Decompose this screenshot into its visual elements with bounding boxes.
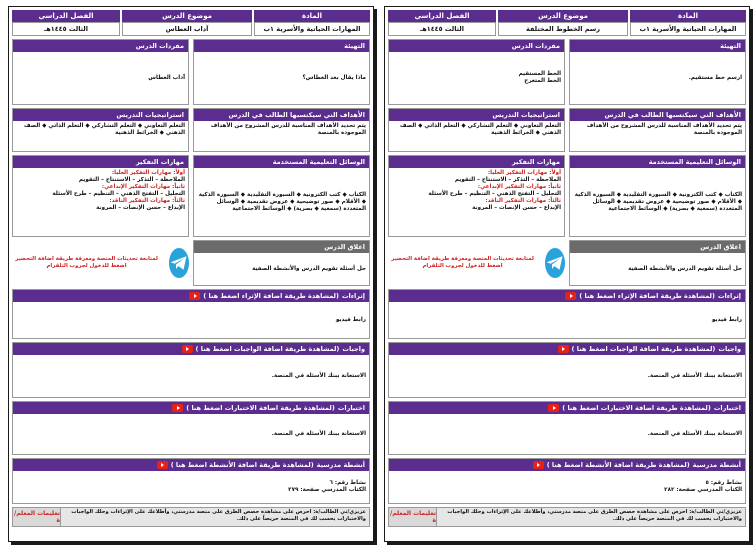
- activity-page: الكتاب المدرسي صفحة: ٢٨٢: [664, 487, 742, 493]
- activities-link[interactable]: (لمشاهدة طريقة اضافة الأنشطة اضغط هنا ): [170, 461, 314, 469]
- topic-label: موضوع الدرس: [122, 10, 252, 22]
- strategies-text: التعلم التعاوني ◆ التعلم التشاركي ◆ التعلم الذاتي ◆ الصف الذهني ◆ الخرائط الذهنية: [400, 123, 561, 136]
- topic-value: آداب العطاس: [122, 22, 252, 36]
- subject-value: المهارات الحياتية والأسرية ١ب: [254, 22, 370, 36]
- activity-number: نشاط رقم: ٥: [705, 480, 742, 486]
- tools-heading: الوسائل التعليمية المستخدمة: [570, 156, 745, 168]
- strategies-text: التعلم التعاوني ◆ التعلم التشاركي ◆ التعلم الذاتي ◆ الصف الذهني ◆ الخرائط الذهنية: [24, 123, 185, 136]
- preface-text: ارسم خط مستقيم.: [688, 74, 742, 81]
- tools-row: [388, 155, 746, 237]
- tools-box: [193, 155, 370, 237]
- term-label: الفصل الدراسي: [12, 10, 120, 22]
- term-cell: [12, 10, 120, 36]
- enrichment-text: رابط فيديو: [712, 316, 742, 323]
- tools-box: [569, 155, 746, 237]
- vocab-box: [12, 39, 189, 105]
- instructions-row: [12, 507, 370, 527]
- youtube-icon[interactable]: [189, 292, 200, 300]
- homework-section: [388, 342, 746, 398]
- enrichment-link[interactable]: (لمشاهدة طريقة اضافة الإثراء اضغط هنا ): [203, 292, 339, 300]
- objectives-text: يتم تحديد الأهداف المناسبة للدرس المشروح من الأهداف الموجودة بالمنصة: [210, 123, 366, 136]
- term-label: الفصل الدراسي: [388, 10, 496, 22]
- preface-box: [193, 39, 370, 105]
- tests-title: اختبارات: [713, 404, 741, 412]
- enrichment-title: إثراءات: [341, 292, 365, 300]
- objectives-text: يتم تحديد الأهداف المناسبة للدرس المشروح من الأهداف الموجودة بالمنصة: [586, 123, 742, 136]
- tools-heading: الوسائل التعليمية المستخدمة: [194, 156, 369, 168]
- tools-text: الكتاب ◆ كتب الكترونية ◆ السبورة التقليدية ◆ السبورة الذكية ◆ الأقلام ◆ صور توضيحية ◆ عروض تقديمية ◆ الوسائل المتعددة (سمعية ◆ بصرية) ◆ الوسائط الاجتماعية: [574, 191, 742, 212]
- telegram-promo-text: لمتابعة تحديثات المنصة ومعرفة طريقة اضافة التحضير اضغط للدخول لجروب التلقرام: [15, 256, 158, 269]
- objectives-box: [569, 108, 746, 152]
- activities-text: [389, 471, 745, 503]
- closure-row: [12, 240, 370, 286]
- thinking-list: [13, 168, 188, 214]
- subject-value: المهارات الحياتية والأسرية ١ب: [630, 22, 746, 36]
- homework-title: واجبات: [718, 345, 741, 353]
- vocab-item: الخط المتعرج: [524, 78, 561, 84]
- closure-box: [193, 240, 370, 286]
- objectives-row: [388, 108, 746, 152]
- homework-heading: [389, 343, 745, 355]
- youtube-icon[interactable]: [157, 461, 168, 469]
- activities-title: أنشطة مدرسية: [316, 461, 365, 469]
- strategies-box: [388, 108, 565, 152]
- homework-title: واجبات: [342, 345, 365, 353]
- homework-link[interactable]: (لمشاهدة طريقة اضافة الواجبات اضغط هنا ): [571, 345, 716, 353]
- preface-text: ماذا يقال بعد العطاس؟: [302, 74, 366, 81]
- telegram-promo[interactable]: [388, 240, 565, 286]
- tests-title: اختبارات: [337, 404, 365, 412]
- subject-label: المادة: [254, 10, 370, 22]
- lesson-page-2: [8, 6, 374, 542]
- tests-heading: [389, 402, 745, 414]
- tests-section: [388, 401, 746, 455]
- activities-section: [388, 458, 746, 504]
- enrichment-heading: [389, 290, 745, 302]
- enrichment-title: إثراءات: [717, 292, 741, 300]
- term-cell: [388, 10, 496, 36]
- thinking-heading-3: ثالثاً: مهارات التفكير الناقد:: [109, 198, 185, 204]
- strategies-heading: استراتيجيات التدريس: [13, 109, 188, 121]
- activity-page: الكتاب المدرسي صفحة: ٢٧٩: [288, 487, 366, 493]
- youtube-icon[interactable]: [558, 345, 569, 353]
- thinking-text-2: التحليل – التفتح الذهني – التنظيم – طرح الأسئلة: [52, 191, 185, 197]
- instructions-row: [388, 507, 746, 527]
- telegram-icon[interactable]: [169, 248, 189, 278]
- homework-section: [12, 342, 370, 398]
- youtube-icon[interactable]: [548, 404, 559, 412]
- enrichment-section: [388, 289, 746, 339]
- topic-value: رسم الخطوط المختلفة: [498, 22, 628, 36]
- tests-heading: [13, 402, 369, 414]
- vocab-list: [389, 52, 564, 104]
- homework-link[interactable]: (لمشاهدة طريقة اضافة الواجبات اضغط هنا ): [195, 345, 340, 353]
- vocab-heading: مفردات الدرس: [389, 40, 564, 52]
- lesson-page-1: [384, 6, 750, 542]
- closure-box: [569, 240, 746, 286]
- term-value: الثالث ١٤٤٥هـ: [388, 22, 496, 36]
- preface-heading: التهيئة: [194, 40, 369, 52]
- term-value: الثالث ١٤٤٥هـ: [12, 22, 120, 36]
- telegram-icon[interactable]: [545, 248, 565, 278]
- instructions-label: تعليمات المعلم/ة: [14, 510, 60, 524]
- homework-text: الاستعانة ببنك الأسئلة في المنصة.: [647, 372, 742, 379]
- tests-section: [12, 401, 370, 455]
- subject-label: المادة: [630, 10, 746, 22]
- vocab-item: آداب العطاس: [148, 74, 185, 81]
- instructions-text: عزيزي/تي الطالب/ة: احرص على مشاهدة حصص الطرق على منصة مدرستي، وأطلاعك على الإثراءات وحلك الواجبات والاختبارات يحسب لك في المنصة حريصاً على ذلك.: [61, 508, 369, 526]
- preface-box: [569, 39, 746, 105]
- thinking-heading: مهارات التفكير: [13, 156, 188, 168]
- tools-row: [12, 155, 370, 237]
- tests-text: الاستعانة ببنك الأسئلة في المنصة.: [271, 430, 366, 437]
- activities-link[interactable]: (لمشاهدة طريقة اضافة الأنشطة اضغط هنا ): [546, 461, 690, 469]
- thinking-text-1: الملاحظة – التذكر – الاستنتاج – التقويم: [78, 177, 185, 183]
- topic-cell: [498, 10, 628, 36]
- enrichment-heading: [13, 290, 369, 302]
- activities-heading: [389, 459, 745, 471]
- lesson-header: [388, 10, 746, 36]
- vocab-heading: مفردات الدرس: [13, 40, 188, 52]
- youtube-icon[interactable]: [533, 461, 544, 469]
- objectives-heading: الأهداف التي سيكتسبها الطالب في الدرس: [570, 109, 745, 121]
- objectives-row: [12, 108, 370, 152]
- thinking-list: [389, 168, 564, 214]
- activities-heading: [13, 459, 369, 471]
- objectives-box: [193, 108, 370, 152]
- thinking-heading-1: أولاً: مهارات التفكير العليا:: [111, 170, 185, 176]
- strategies-heading: استراتيجيات التدريس: [389, 109, 564, 121]
- instructions-label: تعليمات المعلم/ة: [390, 510, 436, 524]
- thinking-text-1: الملاحظة – التذكر – الاستنتاج – التقويم: [454, 177, 561, 183]
- tests-link[interactable]: (لمشاهدة طريقة اضافة الاختبارات اضغط هنا ): [186, 404, 335, 412]
- thinking-box: [388, 155, 565, 237]
- telegram-promo[interactable]: [12, 240, 189, 286]
- activities-text: [13, 471, 369, 503]
- preface-row: [12, 39, 370, 105]
- subject-cell: [254, 10, 370, 36]
- closure-row: [388, 240, 746, 286]
- thinking-text-2: التحليل – التفتح الذهني – التنظيم – طرح الأسئلة: [428, 191, 561, 197]
- closure-heading: اغلاق الدرس: [194, 241, 369, 253]
- preface-row: [388, 39, 746, 105]
- topic-label: موضوع الدرس: [498, 10, 628, 22]
- homework-heading: [13, 343, 369, 355]
- youtube-icon[interactable]: [565, 292, 576, 300]
- enrichment-section: [12, 289, 370, 339]
- subject-cell: [630, 10, 746, 36]
- tests-link[interactable]: (لمشاهدة طريقة اضافة الاختبارات اضغط هنا ): [562, 404, 711, 412]
- thinking-box: [12, 155, 189, 237]
- vocab-item: الخط المستقيم: [518, 71, 561, 77]
- thinking-heading-3: ثالثاً: مهارات التفكير الناقد:: [485, 198, 561, 204]
- vocab-box: [388, 39, 565, 105]
- activity-number: نشاط رقم: ٦: [329, 480, 366, 486]
- closure-heading: اغلاق الدرس: [570, 241, 745, 253]
- thinking-heading: مهارات التفكير: [389, 156, 564, 168]
- enrichment-link[interactable]: (لمشاهدة طريقة اضافة الإثراء اضغط هنا ): [579, 292, 715, 300]
- closure-text: حل أسئلة تقويم الدرس والأنشطة الصفية: [628, 265, 742, 272]
- activities-title: أنشطة مدرسية: [692, 461, 741, 469]
- tools-text: الكتاب ◆ كتب الكترونية ◆ السبورة التقليدية ◆ السبورة الذكية ◆ الأقلام ◆ صور توضيحية ◆ عروض تقديمية ◆ الوسائل المتعددة (سمعية ◆ بصرية) ◆ الوسائط الاجتماعية: [198, 191, 366, 212]
- telegram-promo-text: لمتابعة تحديثات المنصة ومعرفة طريقة اضافة التحضير اضغط للدخول لجروب التلقرام: [391, 256, 534, 269]
- preface-heading: التهيئة: [570, 40, 745, 52]
- closure-text: حل أسئلة تقويم الدرس والأنشطة الصفية: [252, 265, 366, 272]
- thinking-heading-2: ثانياً: مهارات التفكير الإبداعي:: [101, 184, 185, 190]
- youtube-icon[interactable]: [182, 345, 193, 353]
- enrichment-text: رابط فيديو: [336, 316, 366, 323]
- thinking-heading-2: ثانياً: مهارات التفكير الإبداعي:: [477, 184, 561, 190]
- tests-text: الاستعانة ببنك الأسئلة في المنصة.: [647, 430, 742, 437]
- lesson-header: [12, 10, 370, 36]
- youtube-icon[interactable]: [172, 404, 183, 412]
- instructions-text: عزيزي/تي الطالب/ة: احرص على مشاهدة حصص الطرق على منصة مدرستي، وأطلاعك على الإثراءات وحلك الواجبات والاختبارات يحسب لك في المنصة حريصاً على ذلك.: [437, 508, 745, 526]
- topic-cell: [122, 10, 252, 36]
- strategies-box: [12, 108, 189, 152]
- thinking-text-3: الإبداع – حسن الإنصات – المرونة: [96, 205, 185, 211]
- thinking-text-3: الإبداع – حسن الإنصات – المرونة: [472, 205, 561, 211]
- activities-section: [12, 458, 370, 504]
- objectives-heading: الأهداف التي سيكتسبها الطالب في الدرس: [194, 109, 369, 121]
- vocab-list: [13, 52, 188, 104]
- homework-text: الاستعانة ببنك الأسئلة في المنصة.: [271, 372, 366, 379]
- thinking-heading-1: أولاً: مهارات التفكير العليا:: [487, 170, 561, 176]
